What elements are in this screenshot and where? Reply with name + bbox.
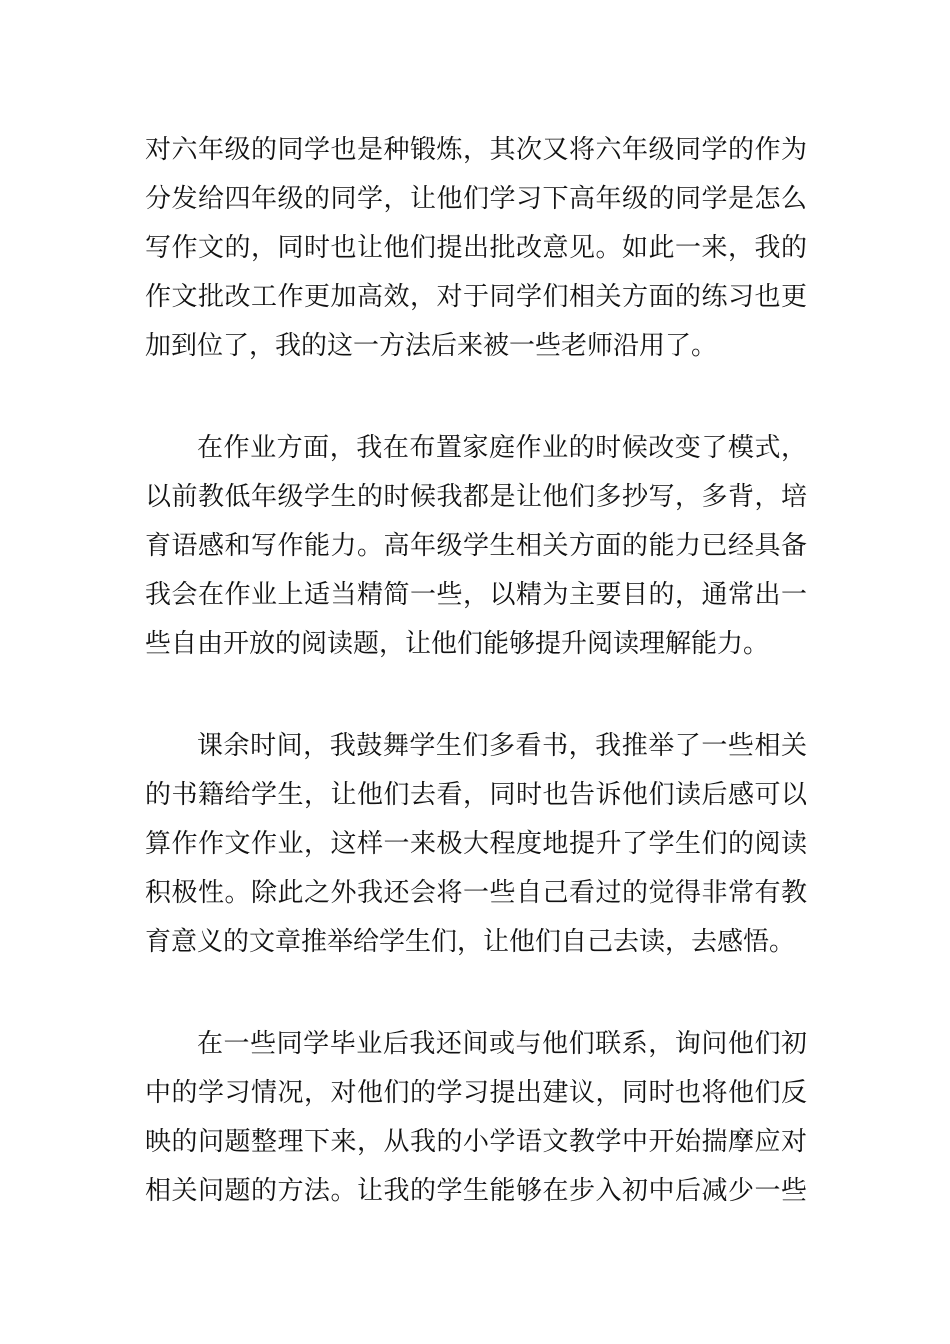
paragraph-1-line-3: 写作文的，同时也让他们提出批改意见。如此一来，我的 bbox=[145, 233, 807, 263]
paragraph-1-line-4: 作文批改工作更加高效，对于同学们相关方面的练习也更 bbox=[145, 282, 807, 312]
paragraph-2-line-5: 些自由开放的阅读题，让他们能够提升阅读理解能力。 bbox=[145, 629, 770, 659]
paragraph-2-line-3: 育语感和写作能力。高年级学生相关方面的能力已经具备 bbox=[145, 531, 807, 561]
paragraph-4-line-3: 映的问题整理下来，从我的小学语文教学中开始揣摩应对 bbox=[145, 1127, 807, 1157]
paragraph-3-line-2: 的书籍给学生，让他们去看，同时也告诉他们读后感可以 bbox=[145, 780, 807, 810]
paragraph-4-line-1: 在一些同学毕业后我还间或与他们联系，询问他们初 bbox=[197, 1029, 807, 1059]
paragraph-3-line-4: 积极性。除此之外我还会将一些自己看过的觉得非常有教 bbox=[145, 878, 807, 908]
paragraph-3-line-1: 课余时间，我鼓舞学生们多看书，我推举了一些相关 bbox=[197, 731, 807, 761]
paragraph-2-line-1: 在作业方面，我在布置家庭作业的时候改变了模式， bbox=[197, 433, 807, 463]
paragraph-2-line-4: 我会在作业上适当精简一些，以精为主要目的，通常出一 bbox=[145, 580, 807, 610]
paragraph-4-line-2: 中的学习情况，对他们的学习提出建议，同时也将他们反 bbox=[145, 1078, 807, 1108]
paragraph-1-line-2: 分发给四年级的同学，让他们学习下高年级的同学是怎么 bbox=[145, 184, 807, 214]
paragraph-1-line-1: 对六年级的同学也是种锻炼，其次又将六年级同学的作为 bbox=[145, 135, 807, 165]
paragraph-1-line-5: 加到位了，我的这一方法后来被一些老师沿用了。 bbox=[145, 331, 718, 361]
paragraph-4-line-4: 相关问题的方法。让我的学生能够在步入初中后减少一些 bbox=[145, 1176, 807, 1206]
paragraph-3-line-5: 育意义的文章推举给学生们，让他们自己去读，去感悟。 bbox=[145, 927, 796, 957]
paragraph-3-line-3: 算作作文作业，这样一来极大程度地提升了学生们的阅读 bbox=[145, 829, 807, 859]
paragraph-2-line-2: 以前教低年级学生的时候我都是让他们多抄写，多背，培 bbox=[145, 482, 807, 512]
